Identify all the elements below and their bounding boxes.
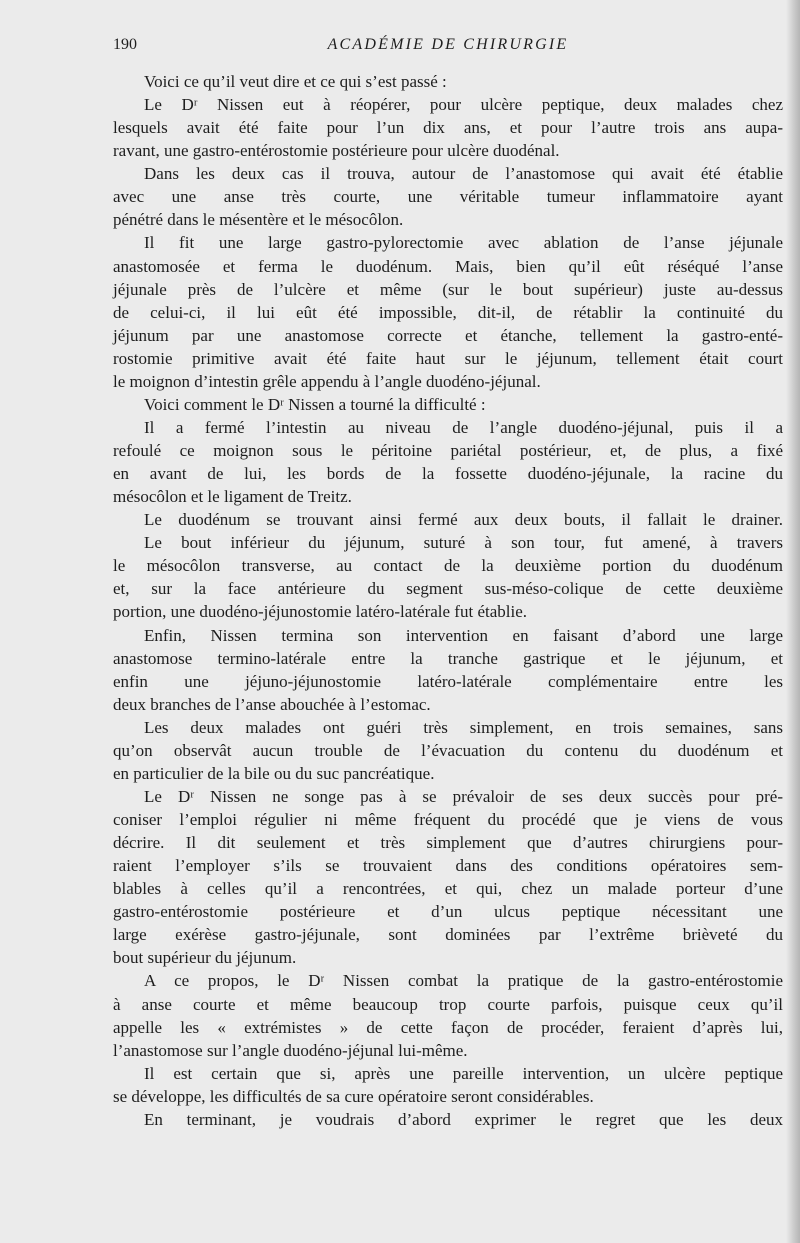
text-line: anastomose termino-latérale entre la tranche gastrique et le jéjunum, et xyxy=(113,648,783,668)
text-line: rostomie primitive avait été faite haut sur le jéjunum, tellement était court xyxy=(113,348,783,368)
text-line: et, sur la face antérieure du segment sus-méso-colique de cette deuxième xyxy=(113,579,783,599)
text-line: Il fit une large gastro-pylorectomie avec ablation de l’anse jéjunale xyxy=(144,233,783,253)
paragraph xyxy=(113,70,783,93)
page-header xyxy=(113,36,783,58)
text-line: de celui-ci, il lui eût été impossible, dit-il, de rétablir la continuité du xyxy=(113,302,783,322)
text-line: portion, une duodéno-jéjunostomie latéro-latérale fut établie. xyxy=(113,602,527,622)
text-line: appelle les « extrémistes » de cette façon de procéder, feraient d’après lui, xyxy=(113,1017,783,1037)
paragraph xyxy=(113,393,783,416)
paragraph xyxy=(113,969,783,1061)
text-line: coniser l’emploi régulier ni même fréquent du procédé que je viens de vous xyxy=(113,810,783,829)
text-line: lesquels avait été faite pour l’un dix ans, et pour l’autre trois ans aupa- xyxy=(113,118,783,138)
paragraph xyxy=(113,162,783,231)
text-line: deux branches de l’anse abouchée à l’estomac. xyxy=(113,694,431,714)
text-line: Il est certain que si, après une pareille intervention, un ulcère peptique xyxy=(144,1063,783,1083)
text-line: Le Dʳ Nissen eut à réopérer, pour ulcère peptique, deux malades chez xyxy=(144,95,783,115)
text-line: en avant de lui, les bords de la fossette duodéno-jéjunale, la racine du xyxy=(113,464,783,484)
paragraph xyxy=(113,531,783,623)
paragraph xyxy=(113,716,783,785)
text-line: ravant, une gastro-entérostomie postérieure pour ulcère duodénal. xyxy=(113,141,560,161)
paragraph xyxy=(113,508,783,531)
text-line: avec une anse très courte, une véritable tumeur inflammatoire ayant xyxy=(113,187,783,207)
text-line: l’anastomose sur l’angle duodéno-jéjunal lui-même. xyxy=(113,1040,468,1060)
text-line: jéjunum par une anastomose correcte et étanche, tellement la gastro-enté- xyxy=(113,325,783,345)
text-line: le moignon d’intestin grêle appendu à l’angle duodéno-jéjunal. xyxy=(113,371,541,391)
paragraph xyxy=(113,1108,783,1131)
page-number: 190 xyxy=(113,36,137,53)
text-line: à anse courte et même beaucoup trop courte parfois, puisque ceux qu’il xyxy=(113,994,783,1014)
text-line: Les deux malades ont guéri très simplement, en trois semaines, sans xyxy=(144,717,783,737)
text-line: En terminant, je voudrais d’abord exprimer le regret que les deux xyxy=(144,1109,783,1129)
text-line: bout supérieur du jéjunum. xyxy=(113,948,297,968)
text-line: enfin une jéjuno-jéjunostomie latéro-latérale complémentaire entre les xyxy=(113,671,783,691)
text-line: Dans les deux cas il trouva, autour de l’anastomose qui avait été établie xyxy=(144,164,783,184)
text-line: Il a fermé l’intestin au niveau de l’angle duodéno-jéjunal, puis il a xyxy=(144,417,783,437)
text-line: Le duodénum se trouvant ainsi fermé aux deux bouts, il fallait le drainer. xyxy=(144,510,783,530)
paragraph xyxy=(113,93,783,162)
text-line: en particulier de la bile ou du suc pancréatique. xyxy=(113,763,435,783)
paragraph xyxy=(113,785,783,970)
page-edge-shadow xyxy=(786,0,800,1243)
text-line: Voici comment le Dʳ Nissen a tourné la difficulté : xyxy=(144,394,486,414)
text-line: blables à celles qu’il a rencontrées, et qui, chez un malade porteur d’une xyxy=(113,879,783,899)
text-line: large exérèse gastro-jéjunale, sont dominées par l’extrême brièveté du xyxy=(113,925,783,945)
text-line: gastro-entérostomie postérieure et d’un ulcus peptique nécessitant une xyxy=(113,902,783,922)
text-line: qu’on observât aucun trouble de l’évacuation du contenu du duodénum et xyxy=(113,740,783,760)
text-line: le mésocôlon transverse, au contact de la deuxième portion du duodénum xyxy=(113,556,783,576)
paragraph xyxy=(113,1062,783,1108)
text-line: pénétré dans le mésentère et le mésocôlon. xyxy=(113,210,404,230)
paragraph xyxy=(113,231,783,392)
text-line: jéjunale près de l’ulcère et même (sur le bout supérieur) juste au-dessus xyxy=(113,279,783,299)
text-line: décrire. Il dit seulement et très simplement que d’autres chirurgiens pour- xyxy=(113,833,783,853)
text-line: refoulé ce moignon sous le péritoine pariétal postérieur, et, de plus, a fixé xyxy=(113,441,783,460)
text-line: anastomosée et ferma le duodénum. Mais, bien qu’il eût réséqué l’anse xyxy=(113,256,783,276)
text-line: Voici ce qu’il veut dire et ce qui s’est passé : xyxy=(144,72,447,91)
text-line: Enfin, Nissen termina son intervention en faisant d’abord une large xyxy=(144,625,783,645)
document-body xyxy=(113,70,783,1131)
text-line: se développe, les difficultés de sa cure opératoire seront considérables. xyxy=(113,1086,594,1106)
paragraph xyxy=(113,624,783,716)
text-line: Le Dʳ Nissen ne songe pas à se prévaloir de ses deux succès pour pré- xyxy=(144,786,783,806)
text-line: mésocôlon et le ligament de Treitz. xyxy=(113,487,352,507)
text-line: raient l’employer s’ils se trouvaient dans des conditions opératoires sem- xyxy=(113,856,783,876)
text-line: A ce propos, le Dʳ Nissen combat la pratique de la gastro-entérostomie xyxy=(144,971,783,991)
running-title: ACADÉMIE DE CHIRURGIE xyxy=(327,36,569,53)
paragraph xyxy=(113,416,783,508)
text-line: Le bout inférieur du jéjunum, suturé à son tour, fut amené, à travers xyxy=(144,533,783,553)
